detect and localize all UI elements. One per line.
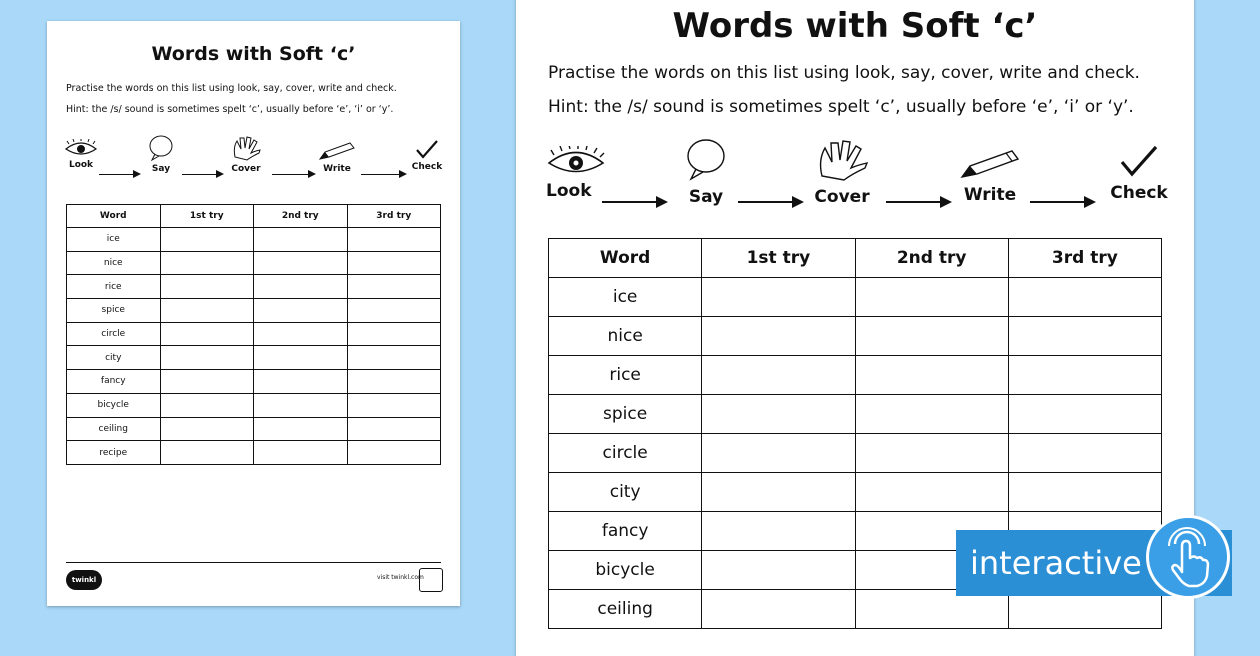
step-label: Cover xyxy=(814,187,870,207)
step-label: Say xyxy=(151,164,171,174)
pencil-icon xyxy=(958,148,1022,180)
arrow-divider xyxy=(886,201,950,203)
word-cell: nice xyxy=(549,317,702,356)
word-cell: bicycle xyxy=(67,393,161,417)
try-cell[interactable] xyxy=(160,393,254,417)
step-label: Write xyxy=(963,185,1017,205)
table-row xyxy=(67,370,441,394)
try-cell[interactable] xyxy=(347,275,441,299)
check-mark-icon xyxy=(1119,144,1159,178)
try-cell[interactable] xyxy=(160,417,254,441)
instruction-text: Practise the words on this list using look, say, cover, write and check. xyxy=(548,63,1140,83)
twinkl-logo: twinkl go! xyxy=(66,570,102,590)
table-row xyxy=(549,473,1162,512)
step-say xyxy=(682,138,730,207)
try-cell[interactable] xyxy=(702,317,855,356)
try-cell[interactable] xyxy=(254,417,348,441)
step-label: Cover xyxy=(231,164,261,174)
table-row xyxy=(67,441,441,465)
try-cell[interactable] xyxy=(855,395,1008,434)
step-check xyxy=(407,139,447,172)
word-cell: city xyxy=(549,473,702,512)
try-cell[interactable] xyxy=(347,251,441,275)
try-cell[interactable] xyxy=(347,299,441,323)
table-row xyxy=(67,251,441,275)
try-cell[interactable] xyxy=(160,322,254,346)
try-cell[interactable] xyxy=(160,275,254,299)
step-label: Look xyxy=(546,181,592,201)
header-2nd-try: 2nd try xyxy=(254,205,348,228)
step-cover xyxy=(228,135,264,174)
table-row xyxy=(67,299,441,323)
try-cell[interactable] xyxy=(347,370,441,394)
step-write xyxy=(958,148,1022,205)
word-cell: nice xyxy=(67,251,161,275)
header-1st-try: 1st try xyxy=(160,205,254,228)
spelling-table xyxy=(66,204,441,465)
footer-divider xyxy=(66,562,441,563)
try-cell[interactable] xyxy=(855,434,1008,473)
check-mark-icon xyxy=(415,139,439,159)
try-cell[interactable] xyxy=(160,370,254,394)
step-label: Check xyxy=(1110,183,1168,203)
speech-bubble-icon xyxy=(147,135,175,161)
try-cell[interactable] xyxy=(702,356,855,395)
arrow-divider xyxy=(1030,201,1094,203)
try-cell[interactable] xyxy=(347,393,441,417)
word-cell: recipe xyxy=(67,441,161,465)
try-cell[interactable] xyxy=(254,346,348,370)
try-cell[interactable] xyxy=(1008,356,1161,395)
try-cell[interactable] xyxy=(347,346,441,370)
header-3rd-try: 3rd try xyxy=(347,205,441,228)
word-cell: circle xyxy=(67,322,161,346)
try-cell[interactable] xyxy=(702,551,855,590)
arrow-divider xyxy=(182,174,222,175)
hint-text: Hint: the /s/ sound is sometimes spelt ‘c’, usually before ‘e’, ‘i’ or ‘y’. xyxy=(66,104,394,115)
try-cell[interactable] xyxy=(347,228,441,252)
arrow-divider xyxy=(361,174,405,175)
header-word: Word xyxy=(549,239,702,278)
step-look xyxy=(546,146,606,201)
table-row xyxy=(549,278,1162,317)
header-2nd-try: 2nd try xyxy=(855,239,1008,278)
try-cell[interactable] xyxy=(160,299,254,323)
try-cell[interactable] xyxy=(254,228,348,252)
step-look xyxy=(64,139,98,170)
header-word: Word xyxy=(67,205,161,228)
try-cell[interactable] xyxy=(160,346,254,370)
table-row xyxy=(67,322,441,346)
try-cell[interactable] xyxy=(1008,278,1161,317)
instruction-text: Practise the words on this list using look, say, cover, write and check. xyxy=(66,83,397,94)
try-cell[interactable] xyxy=(855,356,1008,395)
try-cell[interactable] xyxy=(160,441,254,465)
table-row xyxy=(67,346,441,370)
table-header-row xyxy=(67,205,441,228)
table-header-row xyxy=(549,239,1162,278)
try-cell[interactable] xyxy=(254,322,348,346)
table-row xyxy=(67,275,441,299)
table-row xyxy=(549,395,1162,434)
table-row xyxy=(549,434,1162,473)
try-cell[interactable] xyxy=(702,434,855,473)
word-cell: rice xyxy=(67,275,161,299)
header-3rd-try: 3rd try xyxy=(1008,239,1161,278)
try-cell[interactable] xyxy=(702,590,855,629)
visit-link-text: visit twinkl.com xyxy=(377,574,424,581)
touch-hand-icon xyxy=(1149,518,1227,596)
word-cell: bicycle xyxy=(549,551,702,590)
table-row xyxy=(549,317,1162,356)
arrow-divider xyxy=(738,201,802,203)
try-cell[interactable] xyxy=(160,251,254,275)
try-cell[interactable] xyxy=(254,441,348,465)
worksheet-preview-small xyxy=(47,21,460,606)
step-check xyxy=(1108,144,1170,203)
eye-icon xyxy=(546,146,606,176)
speech-bubble-icon xyxy=(684,138,728,182)
step-label: Look xyxy=(68,160,94,170)
word-cell: circle xyxy=(549,434,702,473)
word-cell: ceiling xyxy=(549,590,702,629)
try-cell[interactable] xyxy=(254,370,348,394)
arrow-divider xyxy=(602,201,666,203)
page-title: Words with Soft ‘c’ xyxy=(672,6,1038,46)
table-row xyxy=(67,228,441,252)
try-cell[interactable] xyxy=(702,395,855,434)
try-cell[interactable] xyxy=(160,228,254,252)
badge-icon xyxy=(419,568,443,592)
word-cell: fancy xyxy=(67,370,161,394)
word-cell: spice xyxy=(549,395,702,434)
word-cell: ice xyxy=(549,278,702,317)
try-cell[interactable] xyxy=(1008,395,1161,434)
table-row xyxy=(549,356,1162,395)
pencil-icon xyxy=(317,141,357,161)
try-cell[interactable] xyxy=(254,393,348,417)
word-cell: ceiling xyxy=(67,417,161,441)
header-1st-try: 1st try xyxy=(702,239,855,278)
interactive-label: interactive xyxy=(970,544,1142,582)
try-cell[interactable] xyxy=(254,299,348,323)
step-write xyxy=(317,141,357,174)
try-cell[interactable] xyxy=(1008,434,1161,473)
hand-icon xyxy=(229,135,263,161)
try-cell[interactable] xyxy=(855,317,1008,356)
try-cell[interactable] xyxy=(855,278,1008,317)
word-cell: fancy xyxy=(549,512,702,551)
page-title: Words with Soft ‘c’ xyxy=(151,43,356,65)
try-cell[interactable] xyxy=(702,512,855,551)
word-cell: spice xyxy=(67,299,161,323)
try-cell[interactable] xyxy=(347,322,441,346)
table-row xyxy=(67,393,441,417)
try-cell[interactable] xyxy=(254,251,348,275)
hint-text: Hint: the /s/ sound is sometimes spelt ‘c’, usually before ‘e’, ‘i’ or ‘y’. xyxy=(548,97,1134,117)
touch-button[interactable] xyxy=(1146,515,1230,599)
arrow-divider xyxy=(272,174,314,175)
hand-icon xyxy=(812,138,872,182)
table-row xyxy=(67,417,441,441)
step-label: Check xyxy=(411,162,443,172)
try-cell[interactable] xyxy=(1008,317,1161,356)
step-label: Say xyxy=(688,187,724,207)
word-cell: rice xyxy=(549,356,702,395)
try-cell[interactable] xyxy=(347,417,441,441)
eye-icon xyxy=(64,139,98,157)
try-cell[interactable] xyxy=(855,473,1008,512)
arrow-divider xyxy=(99,174,139,175)
try-cell[interactable] xyxy=(1008,473,1161,512)
try-cell[interactable] xyxy=(254,275,348,299)
step-label: Write xyxy=(323,164,351,174)
try-cell[interactable] xyxy=(702,278,855,317)
word-cell: city xyxy=(67,346,161,370)
step-cover xyxy=(812,138,872,207)
try-cell[interactable] xyxy=(702,473,855,512)
step-say xyxy=(145,135,177,174)
word-cell: ice xyxy=(67,228,161,252)
try-cell[interactable] xyxy=(347,441,441,465)
